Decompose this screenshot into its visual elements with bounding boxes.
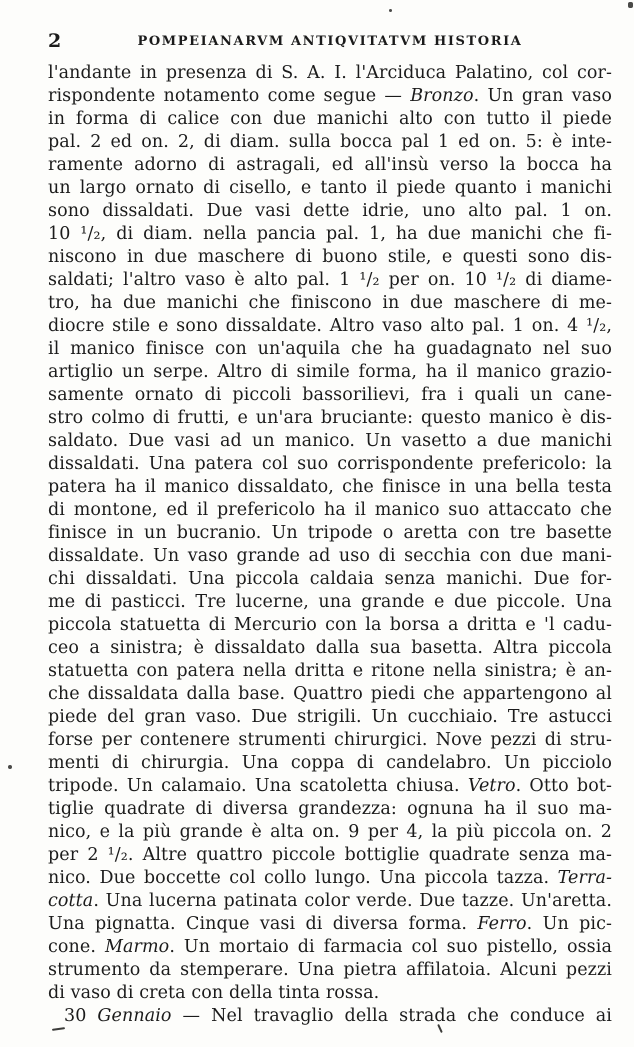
text-line: dissaldate. Un vaso grande ad uso di secchia con due mani- bbox=[48, 546, 612, 566]
text-line: tro, ha due manichi che finiscono in due maschere di me- bbox=[48, 293, 612, 313]
text-line: chi dissaldati. Una piccola caldaia senza manichi. Due for- bbox=[48, 569, 612, 589]
text-line: strumento da stemperare. Una pietra affilatoia. Alcuni pezzi bbox=[48, 960, 612, 980]
text-line: ceo a sinistra; è dissaldato dalla sua basetta. Altra piccola bbox=[48, 638, 612, 658]
text-line: stro colmo di frutti, e un'ara bruciante: questo manico è dis- bbox=[48, 408, 612, 428]
text-line: in forma di calice con due manichi alto con tutto il piede bbox=[48, 109, 612, 129]
text-line: di vaso di creta con della tinta rossa. bbox=[48, 983, 380, 1003]
page-number: 2 bbox=[48, 30, 62, 52]
text-line: 10 ¹/₂, di diam. nella pancia pal. 1, ha due manichi che fi- bbox=[48, 224, 612, 244]
text-line: rispondente notamento come segue — Bronzo. Un gran vaso bbox=[48, 86, 612, 106]
body-text bbox=[48, 62, 612, 1028]
text-line: l'andante in presenza di S. A. I. l'Arciduca Palatino, col cor- bbox=[48, 63, 612, 83]
text-line: samente ornato di piccoli bassorilievi, fra i quali un cane- bbox=[48, 385, 612, 405]
text-line: piccola statuetta di Mercurio con la borsa a dritta e 'l cadu- bbox=[48, 615, 612, 635]
text-line: che dissaldata dalla base. Quattro piedi che appartengono al bbox=[48, 684, 612, 704]
text-line: patera ha il manico dissaldato, che finisce in una bella testa bbox=[48, 477, 612, 497]
text-line: artiglio un serpe. Altro di simile forma, ha il manico grazio- bbox=[48, 362, 612, 382]
text-line: statuetta con patera nella dritta e ritone nella sinistra; è an- bbox=[48, 661, 612, 681]
text-line: ramente adorno di astragali, ed all'insù verso la bocca ha bbox=[48, 155, 612, 175]
text-line: di montone, ed il prefericolo ha il manico suo attaccato che bbox=[48, 500, 612, 520]
running-title: POMPEIANARVM ANTIQVITATVM HISTORIA bbox=[137, 34, 523, 49]
text-line: tripode. Un calamaio. Una scatoletta chiusa. Vetro. Otto bot- bbox=[48, 776, 612, 796]
text-line: finisce in un bucranio. Un tripode o aretta con tre basette bbox=[48, 523, 612, 543]
running-header bbox=[48, 30, 612, 52]
text-line: niscono in due maschere di buono stile, e questi sono dis- bbox=[48, 247, 612, 267]
scan-speck bbox=[8, 765, 12, 769]
text-line: cone. Marmo. Un mortaio di farmacia col suo pistello, ossia bbox=[48, 937, 612, 957]
text-line: forse per contenere strumenti chirurgici. Nove pezzi di stru- bbox=[48, 730, 612, 750]
text-line: diocre stile e sono dissaldate. Altro vaso alto pal. 1 on. 4 ¹/₂, bbox=[48, 316, 612, 336]
text-line: Una pignatta. Cinque vasi di diversa forma. Ferro. Un pic- bbox=[48, 914, 612, 934]
text-line: tiglie quadrate di diversa grandezza: ognuna ha il suo ma- bbox=[48, 799, 612, 819]
scan-speck bbox=[628, 2, 633, 8]
text-line: saldati; l'altro vaso è alto pal. 1 ¹/₂ per on. 10 ¹/₂ di diame- bbox=[48, 270, 612, 290]
text-line: cotta. Una lucerna patinata color verde. Due tazze. Un'aretta. bbox=[48, 891, 612, 911]
text-line: il manico finisce con un'aquila che ha guadagnato nel suo bbox=[48, 339, 612, 359]
text-line: un largo ornato di cisello, e tanto il piede quanto i manichi bbox=[48, 178, 612, 198]
text-line: dissaldati. Una patera col suo corrispondente prefericolo: la bbox=[48, 454, 612, 474]
text-line: menti di chirurgia. Una coppa di candelabro. Un picciolo bbox=[48, 753, 612, 773]
text-line: me di pasticci. Tre lucerne, una grande e due piccole. Una bbox=[48, 592, 612, 612]
text-line: pal. 2 ed on. 2, di diam. sulla bocca pal 1 ed on. 5: è inte- bbox=[48, 132, 612, 152]
text-line: 30 Gennaio — Nel travaglio della strada che conduce ai bbox=[64, 1006, 612, 1026]
text-line: nico. Due boccette col collo lungo. Una piccola tazza. Terra- bbox=[48, 868, 612, 888]
text-line: nico, e la più grande è alta on. 9 per 4, la più piccola on. 2 bbox=[48, 822, 612, 842]
scan-speck bbox=[389, 9, 392, 12]
text-line: sono dissaldati. Due vasi dette idrie, uno alto pal. 1 on. bbox=[48, 201, 612, 221]
text-line: per 2 ¹/₂. Altre quattro piccole bottiglie quadrate senza ma- bbox=[48, 845, 612, 865]
scan-mark bbox=[52, 1027, 65, 1031]
text-line: piede del gran vaso. Due strigili. Un cucchiaio. Tre astucci bbox=[48, 707, 612, 727]
text-line: saldato. Due vasi ad un manico. Un vasetto a due manichi bbox=[48, 431, 612, 451]
